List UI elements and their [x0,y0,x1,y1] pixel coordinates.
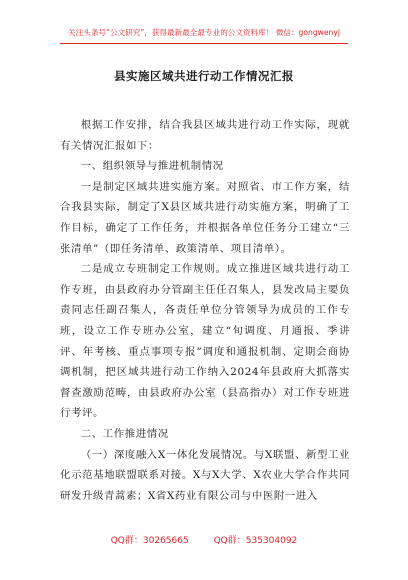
body-paragraph-1: 一是制定区域共进实施方案。对照省、市工作方案，结合我县实际，制定了X县区域共进行动实施方案，明确了工作目标，确定了工作任务，并根据各单位任务分工建立“三张清单”（即任务清单、政策清单、项目清单）。 [60,180,350,255]
footer-qq-group-2: QQ群：535304092 [213,536,298,546]
section-heading-1: 一、组织领导与推进机制情况 [80,160,224,173]
intro-paragraph: 根据工作安排，结合我县区域共进行动工作实际，现就有关情况汇报如下： [60,119,350,152]
section-heading-2: 二、工作推进情况 [80,427,169,440]
header-divider [60,43,348,44]
footer-qq-group-1: QQ群：30265665 [110,536,189,546]
body-paragraph-3: （一）深度融入X一体化发展情况。与X联盟、新型工业化示范基地联盟联系对接。X与X大学、X农业大学合作共同研发升级青蒿素；X省X药业有限公司与中医附一进入 [60,448,350,502]
footer-qq-groups [0,533,408,546]
header-promo-note: 关注头条号“公文研究”，获得最新最全最专业的公文资料库！ 微信：gongwenyj [68,28,340,37]
body-paragraph-2: 二是成立专班制定工作规则。成立推进区域共进行动工作专班，由县政府办分管副主任任召集人，县发改局主要负责同志任副召集人，各责任单位分管领导为成员的工作专班，设立工作专班办公室，建立“旬调度、月通报、季讲评、年考核、重点事项专报”调度和通报机制、定期会商协调机制，把区域共进行动工作纳入2024年县政府大抓落实督查激励范畴，由县政府办公室（县高指办）对工作专班进行考评。 [60,263,350,420]
document-title: 县实施区域共进行动工作情况汇报 [114,69,294,83]
document-body [60,115,350,506]
